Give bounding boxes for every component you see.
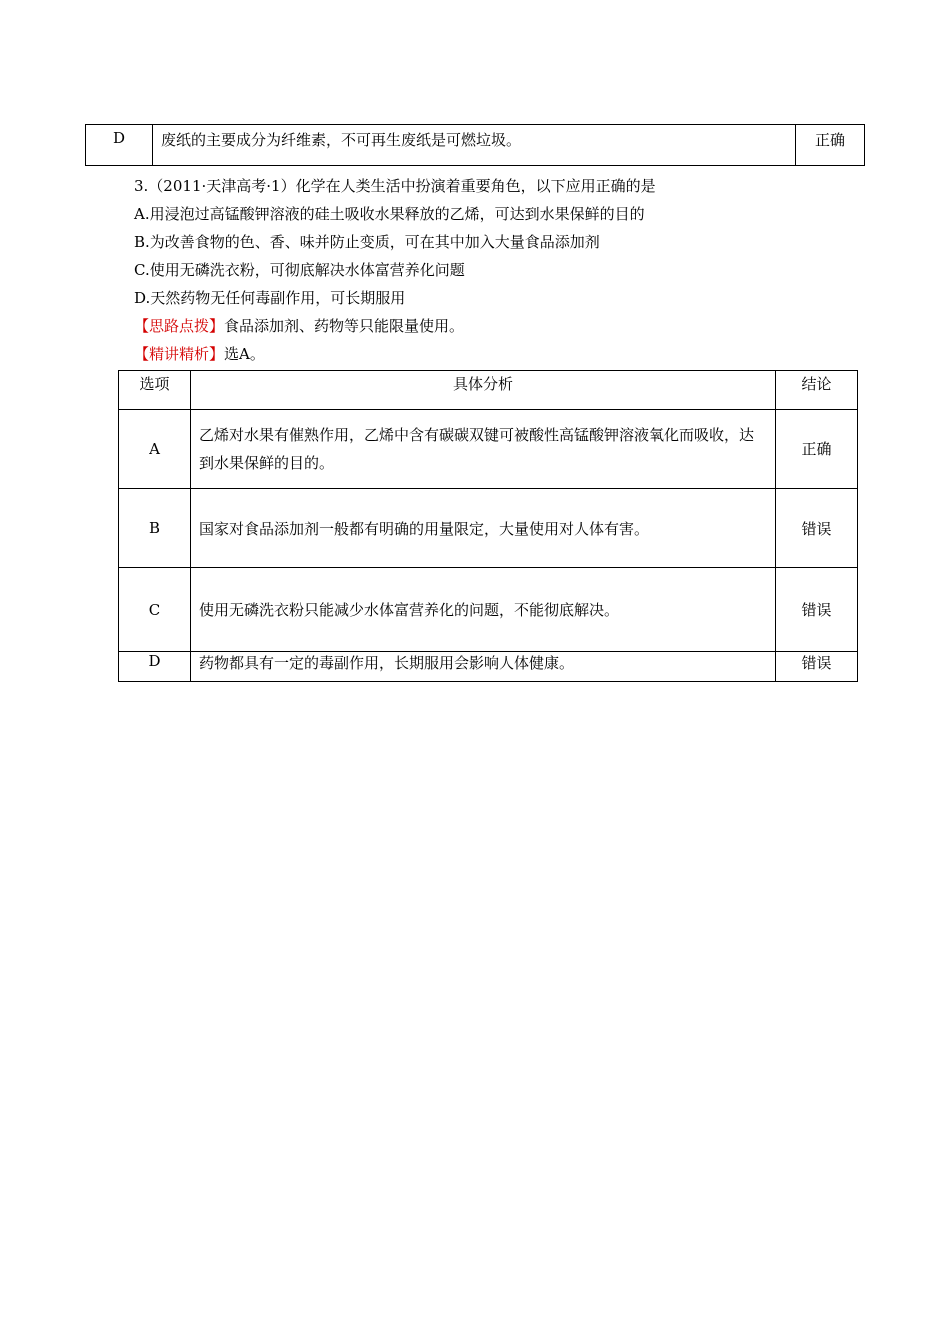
header-analysis: 具体分析 [191, 371, 776, 410]
option-cell: D [119, 652, 191, 682]
question-stem: 3.（2011·天津高考·1）化学在人类生活中扮演着重要角色，以下应用正确的是 [134, 177, 656, 195]
analysis-table [118, 370, 858, 682]
result-cell: 正确 [796, 125, 865, 166]
previous-answer-table [85, 124, 865, 166]
analysis-cell: 使用无磷洗衣粉只能减少水体富营养化的问题，不能彻底解决。 [191, 568, 776, 652]
option-a: A.用浸泡过高锰酸钾溶液的硅土吸收水果释放的乙烯，可达到水果保鲜的目的 [134, 205, 645, 223]
analysis-cell: 乙烯对水果有催熟作用，乙烯中含有碳碳双键可被酸性高锰酸钾溶液氧化而吸收，达到水果保鲜的目的。 [191, 410, 776, 489]
hint-text: 食品添加剂、药物等只能限量使用。 [224, 317, 465, 335]
hint-label: 【思路点拨】 [134, 317, 225, 335]
option-b: B.为改善食物的色、香、味并防止变质，可在其中加入大量食品添加剂 [134, 233, 600, 251]
table-row [86, 125, 865, 166]
table-header-row [119, 371, 858, 410]
table-row [119, 410, 858, 489]
result-cell: 错误 [776, 652, 858, 682]
analysis-cell: 国家对食品添加剂一般都有明确的用量限定，大量使用对人体有害。 [191, 489, 776, 568]
option-cell: D [86, 125, 153, 166]
result-cell: 正确 [776, 410, 858, 489]
table-row [119, 652, 858, 682]
table-row [119, 489, 858, 568]
result-cell: 错误 [776, 568, 858, 652]
option-cell: C [119, 568, 191, 652]
result-cell: 错误 [776, 489, 858, 568]
option-cell: B [119, 489, 191, 568]
option-d: D.天然药物无任何毒副作用，可长期服用 [134, 289, 406, 307]
question-block [134, 172, 854, 368]
hint-line [134, 312, 854, 340]
analysis-cell: 药物都具有一定的毒副作用，长期服用会影响人体健康。 [191, 652, 776, 682]
option-c: C.使用无磷洗衣粉，可彻底解决水体富营养化问题 [134, 261, 465, 279]
analysis-cell: 废纸的主要成分为纤维素，不可再生废纸是可燃垃圾。 [153, 125, 796, 166]
answer-text: 选A。 [224, 345, 265, 363]
table-row [119, 568, 858, 652]
option-cell: A [119, 410, 191, 489]
answer-line [134, 340, 854, 368]
answer-label: 【精讲精析】 [134, 345, 225, 363]
header-result: 结论 [776, 371, 858, 410]
header-option: 选项 [119, 371, 191, 410]
